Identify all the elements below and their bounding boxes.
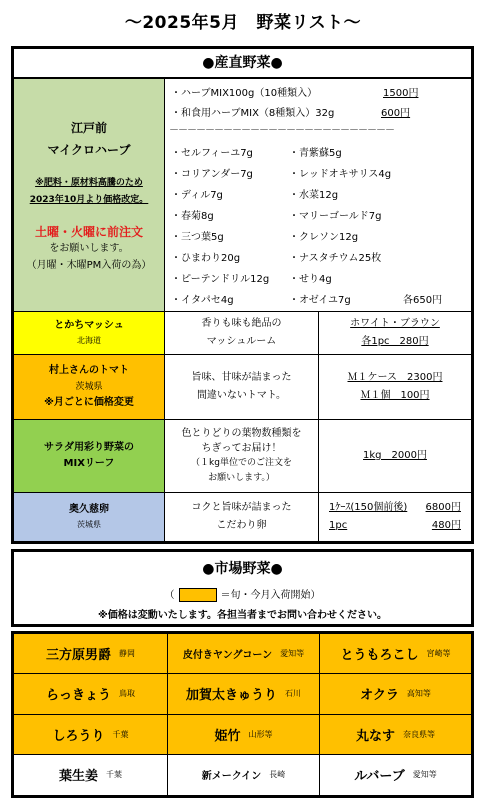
- product-desc-line: お願いします。）: [208, 473, 275, 483]
- market-item-name: 皮付きヤングコーン: [182, 650, 273, 662]
- market-item-origin: 愛知等: [412, 770, 437, 780]
- product-name-cell: [14, 420, 165, 492]
- edo-herb-list: [165, 79, 471, 311]
- product-desc-cell: [165, 493, 319, 541]
- product-desc-line: マッシュルーム: [206, 336, 277, 347]
- market-item-origin: 鳥取: [119, 689, 135, 699]
- product-price-cell: [319, 493, 471, 541]
- product-price-line: [329, 517, 461, 535]
- product-desc-line: コクと旨味が詰まった: [191, 502, 292, 513]
- market-vegetables-header: [11, 549, 474, 627]
- product-price-line: 各1pc 280円: [361, 336, 429, 347]
- product-price-cell: [319, 420, 471, 492]
- product-name: 村上さんのトマト: [49, 365, 129, 376]
- product-desc-cell: [165, 420, 319, 492]
- edo-microherb-row: [14, 79, 471, 312]
- herb-item: ・春菊8g: [171, 211, 214, 222]
- edo-info-cell: [14, 79, 165, 311]
- market-item-origin: 千葉: [112, 729, 129, 739]
- herb-item: ・ナスタチウム25枚: [289, 253, 382, 264]
- product-row-tomato: [14, 355, 471, 420]
- product-price-cell: [319, 355, 471, 419]
- price-unit: 1pc: [329, 520, 348, 531]
- market-item-name: ルバーブ: [354, 769, 405, 785]
- herb-item: ・せり4g: [289, 274, 332, 285]
- market-item: [168, 715, 320, 755]
- edo-note-line1: ※肥料・原材料高騰のため: [35, 177, 143, 188]
- legend-text: ＝旬・今月入荷開始）: [220, 590, 321, 601]
- market-item-name: 新メークイン: [201, 771, 262, 783]
- market-item-name: らっきょう: [45, 688, 111, 704]
- product-price-line: Ｍ１ケース 2300円: [347, 372, 443, 383]
- product-row-egg: [14, 493, 471, 541]
- product-origin: 茨城県: [77, 520, 101, 529]
- product-price-line: [329, 499, 461, 517]
- product-origin: 茨城県: [75, 382, 103, 392]
- market-item-origin: 静岡: [119, 649, 135, 659]
- edo-note-line2: 2023年10月より価格改定。: [29, 194, 149, 205]
- edo-sub-line1: をお願いします。: [49, 242, 129, 254]
- mix2-price: 600円: [381, 108, 411, 119]
- herb-item: ・青紫蘇5g: [289, 148, 342, 159]
- market-item: [320, 715, 471, 755]
- market-item-origin: 高知等: [406, 689, 431, 699]
- direct-section-header: ●産直野菜●: [14, 49, 471, 79]
- herb-divider: －－－－－－－－－－－－－－－－－－－－－－－－－: [169, 125, 394, 136]
- herb-item: ・イタパセ4g: [171, 295, 234, 306]
- product-name-cell: [14, 493, 165, 541]
- market-item: [320, 755, 471, 795]
- market-item-origin: 千葉: [106, 770, 122, 780]
- price-value: 6800円: [425, 502, 461, 513]
- market-section-title: ●市場野菜●: [202, 561, 283, 577]
- market-item: [14, 755, 168, 795]
- market-item: [168, 674, 320, 714]
- price-unit: 1ｹｰｽ(150個前後): [329, 502, 408, 513]
- product-name-cell: [14, 312, 165, 354]
- herb-item: ・三つ葉5g: [171, 232, 224, 243]
- market-item-origin: 長崎: [269, 770, 286, 780]
- product-desc-line: 香りも味も絶品の: [201, 318, 282, 329]
- product-row-salad-mix: [14, 420, 471, 493]
- mix2-label: ・和食用ハーブMIX（8種類入）32g: [171, 108, 335, 119]
- market-item: [14, 674, 168, 714]
- direct-vegetables-section: [11, 46, 474, 544]
- product-name-cell: [14, 355, 165, 419]
- product-desc-line: こだわり卵: [216, 520, 267, 531]
- market-item: [320, 674, 471, 714]
- product-name: とかちマッシュ: [54, 320, 124, 331]
- market-item: [320, 634, 471, 674]
- market-item-name: 葉生姜: [58, 769, 98, 785]
- market-item-name: 三方原男爵: [45, 648, 111, 664]
- product-price-line: 1kg 2000円: [363, 450, 427, 461]
- market-item-origin: 愛知等: [280, 649, 305, 659]
- product-name: 奥久慈卵: [69, 504, 109, 515]
- market-item-name: しろうり: [52, 728, 105, 744]
- market-item: [14, 634, 168, 674]
- price-value: 480円: [431, 520, 461, 531]
- product-desc-line: ちぎってお届け！: [201, 443, 282, 454]
- market-price-note: ※価格は変動いたします。各担当者までお問い合わせください。: [98, 610, 387, 621]
- product-origin: 北海道: [77, 336, 101, 345]
- mix1-price: 1500円: [383, 88, 419, 99]
- market-item: [168, 755, 320, 795]
- legend-open: （: [164, 590, 175, 601]
- product-desc-cell: [165, 312, 319, 354]
- edo-sub-line2: （月曜・木曜PM入荷の為）: [26, 259, 152, 271]
- herb-item: ・コリアンダー7g: [171, 169, 253, 180]
- product-desc-line: 旨味、甘味が詰まった: [191, 372, 292, 383]
- market-item-origin: 山形等: [248, 729, 273, 739]
- edo-name-line2: マイクロハーブ: [47, 142, 131, 157]
- herb-item: ・ひまわり20g: [171, 253, 241, 264]
- product-desc-line: （１kg単位でのご注文を: [191, 458, 292, 468]
- market-item: [168, 634, 320, 674]
- market-item-origin: 奈良県等: [403, 729, 435, 739]
- market-item-name: 加賀太きゅうり: [185, 688, 277, 704]
- market-item-name: 姫竹: [214, 728, 241, 744]
- market-item: [14, 715, 168, 755]
- product-price-cell: [319, 312, 471, 354]
- herb-item: ・マリーゴールド7g: [289, 211, 382, 222]
- market-item-name: とうもろこし: [340, 648, 419, 664]
- market-vegetables-grid: [11, 631, 474, 798]
- market-legend: [14, 586, 471, 602]
- market-item-origin: 石川: [285, 689, 301, 699]
- edo-order-notice: 土曜・火曜に前注文: [34, 224, 143, 239]
- product-name: サラダ用彩り野菜の: [44, 442, 134, 453]
- herb-item: ・クレソン12g: [289, 232, 359, 243]
- page-title: ～2025年5月 野菜リスト～: [124, 13, 362, 33]
- product-desc-line: 間違いないトマト。: [196, 390, 287, 401]
- product-price-note: ※月ごとに価格変更: [44, 397, 134, 408]
- herb-group-price: 各650円: [403, 295, 443, 306]
- herb-item: ・ピーテンドリル12g: [171, 274, 270, 285]
- product-price-line: ホワイト・ブラウン: [350, 318, 440, 329]
- herb-item: ・水菜12g: [289, 190, 339, 201]
- edo-name-line1: 江戸前: [70, 120, 107, 135]
- product-desc-line: 色とりどりの葉物数種類を: [181, 428, 302, 439]
- product-desc-cell: [165, 355, 319, 419]
- product-price-line: Ｍ１個 100円: [360, 390, 430, 401]
- mix1-label: ・ハーブMIX100g（10種類入）: [171, 88, 318, 99]
- legend-swatch: [179, 588, 217, 602]
- herb-item: ・レッドオキサリス4g: [289, 169, 392, 180]
- market-item-name: 丸なす: [355, 728, 395, 744]
- herb-item: ・セルフィーユ7g: [171, 148, 253, 159]
- herb-item: ・オゼイユ7g: [289, 295, 351, 306]
- product-row-tokachi: [14, 312, 471, 355]
- market-item-name: オクラ: [360, 688, 399, 704]
- herb-item: ・ディル7g: [171, 190, 223, 201]
- market-item-origin: 宮崎等: [426, 649, 451, 659]
- product-name-line2: MIXリーフ: [63, 458, 115, 469]
